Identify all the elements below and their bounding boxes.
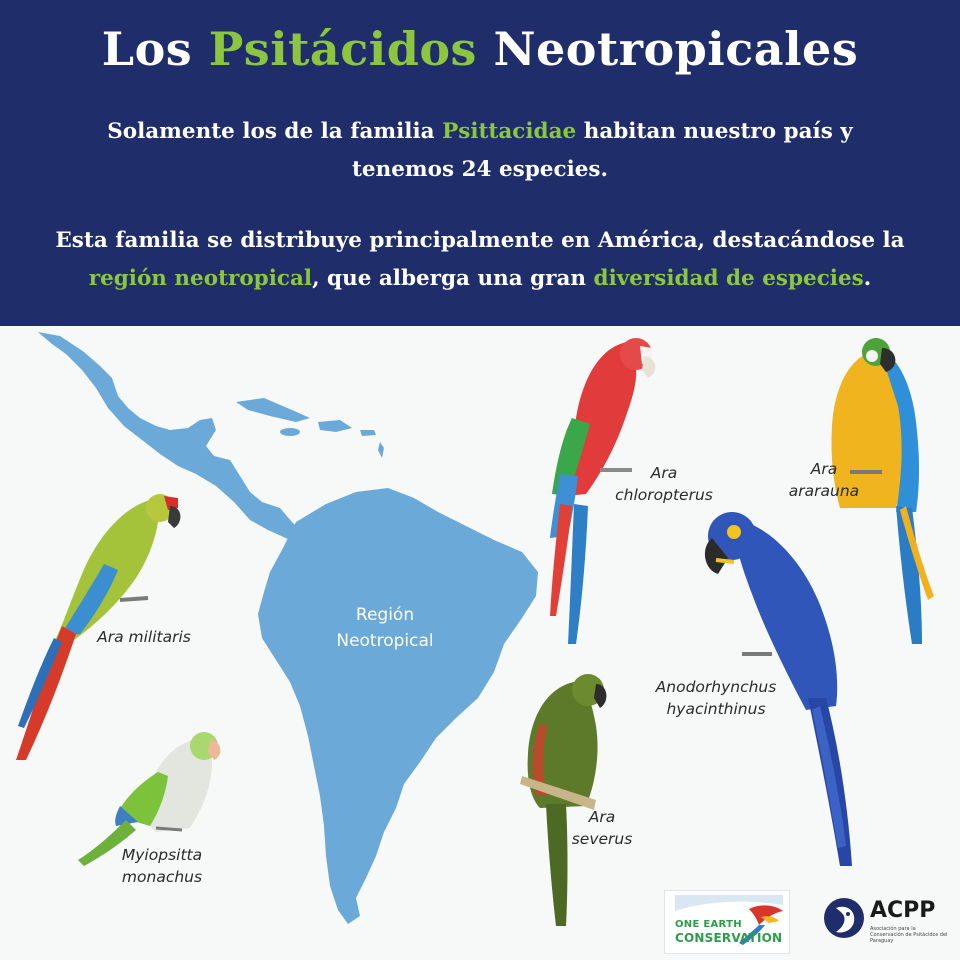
intro-family-name: Psittacidae xyxy=(442,119,577,144)
species-label-line-1: Ara militaris xyxy=(97,628,191,646)
region-label-line-2: Neotropical xyxy=(336,631,434,651)
species-label-line-1: Ara xyxy=(650,464,678,482)
intro-line-2: tenemos 24 especies. xyxy=(351,157,609,182)
header-banner xyxy=(0,0,960,326)
intro-paragraph xyxy=(0,113,960,189)
oec-line-1: ONE EARTH xyxy=(675,919,742,930)
map-section xyxy=(0,326,960,960)
one-earth-conservation-logo xyxy=(664,890,790,954)
title-part2: Neotropicales xyxy=(476,22,859,76)
acpp-logo xyxy=(822,892,948,948)
species-label-line-2: severus xyxy=(571,830,633,848)
region-label-line-1: Región xyxy=(355,605,415,625)
distribution-text-mid: , que alberga una gran xyxy=(312,266,594,291)
acpp-tagline: Asociación para la Conservación de Psitácidos del Paraguay xyxy=(870,926,948,944)
species-label-line-2: monachus xyxy=(121,868,203,886)
species-label-anodorhynchus-hyacinthinus xyxy=(646,676,786,720)
species-label-line-1: Myiopsitta xyxy=(121,846,203,864)
species-label-line-1: Ara xyxy=(810,460,838,478)
title-highlight: Psitácidos xyxy=(208,22,477,76)
acpp-parrot-icon xyxy=(822,896,866,940)
species-label-line-1: Ara xyxy=(588,808,616,826)
ara-severus-illustration xyxy=(520,674,606,926)
acpp-name: ACPP xyxy=(870,898,936,923)
distribution-text-end: . xyxy=(863,266,872,291)
species-label-line-2: hyacinthinus xyxy=(666,700,766,718)
page-title xyxy=(0,22,960,76)
intro-line-1 xyxy=(0,113,960,151)
intro-text-a: Solamente los de la familia xyxy=(107,119,443,144)
title-part1: Los xyxy=(101,22,209,76)
distribution-line-2 xyxy=(0,260,960,298)
oec-line-2: CONSERVATION xyxy=(675,931,783,945)
distribution-line-1: Esta familia se distribuye principalmente en América, destacándose la xyxy=(55,228,905,253)
distribution-paragraph xyxy=(0,222,960,298)
species-label-ara-militaris xyxy=(86,626,202,648)
species-label-line-2: ararauna xyxy=(788,482,860,500)
species-label-myiopsitta-monachus xyxy=(104,844,220,888)
species-label-line-2: chloropterus xyxy=(615,486,713,504)
species-label-ara-severus xyxy=(566,806,638,850)
diversity-highlight: diversidad de especies xyxy=(593,266,864,291)
intro-text-b: habitan nuestro país y xyxy=(576,119,853,144)
species-label-line-1: Anodorhynchus xyxy=(655,678,777,696)
species-label-ara-chloropterus xyxy=(604,462,724,506)
species-label-ara-ararauna xyxy=(774,458,874,502)
region-highlight: región neotropical xyxy=(88,266,313,291)
